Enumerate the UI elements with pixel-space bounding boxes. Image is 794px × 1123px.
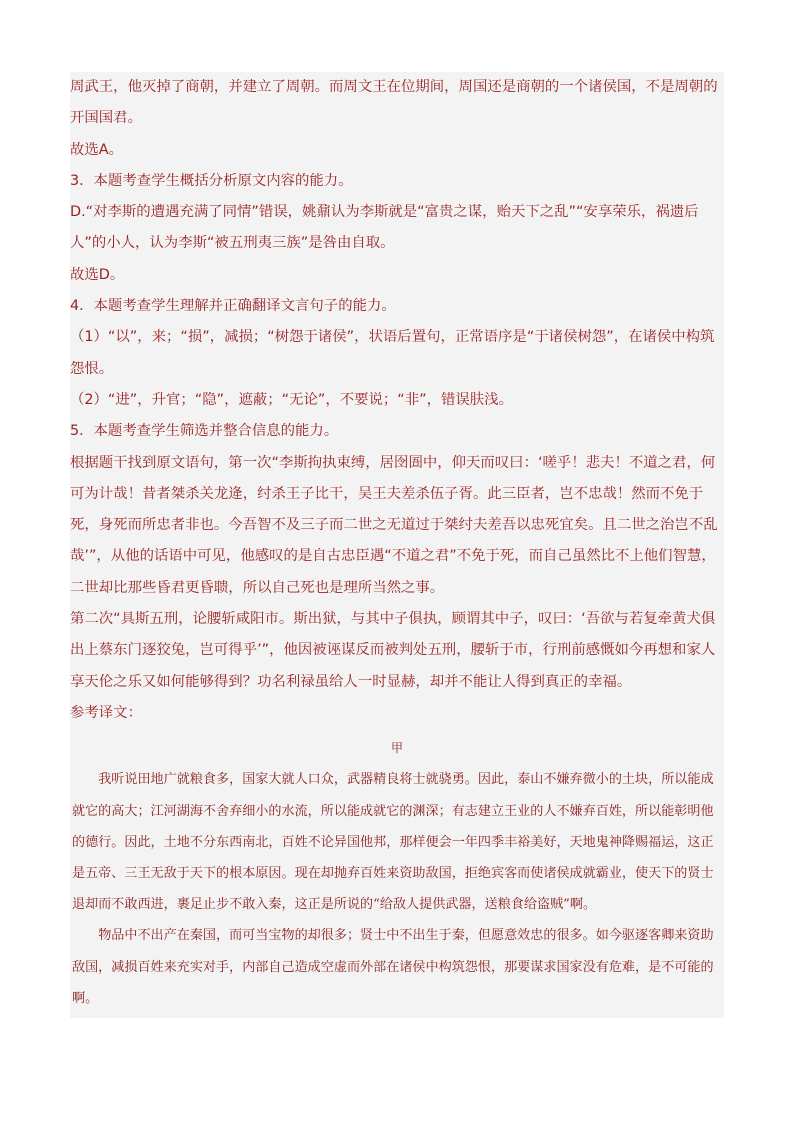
translation-title: 甲 <box>390 741 403 756</box>
answer-line: 故选D。 <box>70 266 125 283</box>
question-heading: 3．本题考查学生概括分析原文内容的能力。 <box>70 172 353 189</box>
translation-paragraph: 我听说田地广就粮食多，国家大就人口众，武器精良将士就骁勇。因此，泰山不嫌弃微小的土块，所以能成就它的高大；江河湖海不舍弃细小的水流，所以能成就它的渊深；有志建立王业的人不嫌弃百姓，所以能彰明他的德行。因此，土地不分东西南北，百姓不论异国他邦，那样便会一年四季丰裕美好，天地鬼神降赐福运，这正是五帝、三王无敌于天下的根本原因。现在却抛弃百姓来资助敌国，拒绝宾客而使诸侯成就霸业，使天下的贤士退却而不敢西进，裹足止步不敢入秦，这正是所说的“给敌人提供武器，送粮食给盗贼”啊。 <box>72 772 714 913</box>
answer-line: 故选A。 <box>70 141 124 158</box>
translation-paragraph: 物品中不出产在秦国，而可当宝物的却很多；贤士中不出生于秦，但愿意效忠的很多。如今驱逐客卿来资助敌国，减损百姓来充实对手，内部自己造成空虚而外部在诸侯中构筑怨恨，那要谋求国家没有危难，是不可能的啊。 <box>72 928 714 1006</box>
answer-section <box>70 72 724 1018</box>
answer-line: （2）“进”，升官；“隐”，遮蔽；“无论”，不要说；“非”，错误肤浅。 <box>70 391 513 408</box>
answer-line: 根据题干找到原文语句，第一次“李斯拘执束缚，居囹圄中，仰天而叹曰：‘嗟乎！悲夫！不道之君，何可为计哉！昔者桀杀关龙逄，纣杀王子比干，吴王夫差杀伍子胥。此三臣者，岂不忠哉！然而不免于死，身死而所忠者非也。今吾智不及三子而二世之无道过于桀纣夫差吾以忠死宜矣。且二世之治岂不乱哉’”，从他的话语中可见，他感叹的是自古忠臣遇“不道之君”不免于死，而自己虽然比不上他们智慧，二世却比那些昏君更昏聩，所以自己死也是理所当然之事。 <box>70 454 718 596</box>
answer-line: 周武王，他灭掉了商朝，并建立了周朝。而周文王在位期间，周国还是商朝的一个诸侯国，不是周朝的开国国君。 <box>70 79 718 127</box>
question-heading: 4．本题考查学生理解并正确翻译文言句子的能力。 <box>70 298 396 315</box>
question-heading: 5．本题考查学生筛选并整合信息的能力。 <box>70 423 339 440</box>
reference-translation <box>70 729 724 1018</box>
answer-line: 第二次“具斯五刑，论腰斩咸阳市。斯出狱，与其中子俱执，顾谓其中子，叹曰：‘吾欲与若复牵黄犬俱出上蔡东门逐狡兔，岂可得乎’”，他因被诬谋反而被判处五刑，腰斩于市，行刑前感慨如今再想和家人享天伦之乐又如何能够得到？功名利禄虽给人一时显赫，却并不能让人得到真正的幸福。 <box>70 611 716 690</box>
answer-line: D.“对李斯的遭遇充满了同情”错误，姚鼐认为李斯就是“富贵之谋，贻天下之乱”“安享荣乐，祸遗后人”的小人，认为李斯“被五刑夷三族”是咎由自取。 <box>70 204 699 252</box>
translation-heading: 参考译文： <box>70 704 142 721</box>
answer-line: （1）“以”，来；“损”，减损；“树怨于诸侯”，状语后置句，正常语序是“于诸侯树怨”，在诸侯中构筑怨恨。 <box>70 329 715 377</box>
